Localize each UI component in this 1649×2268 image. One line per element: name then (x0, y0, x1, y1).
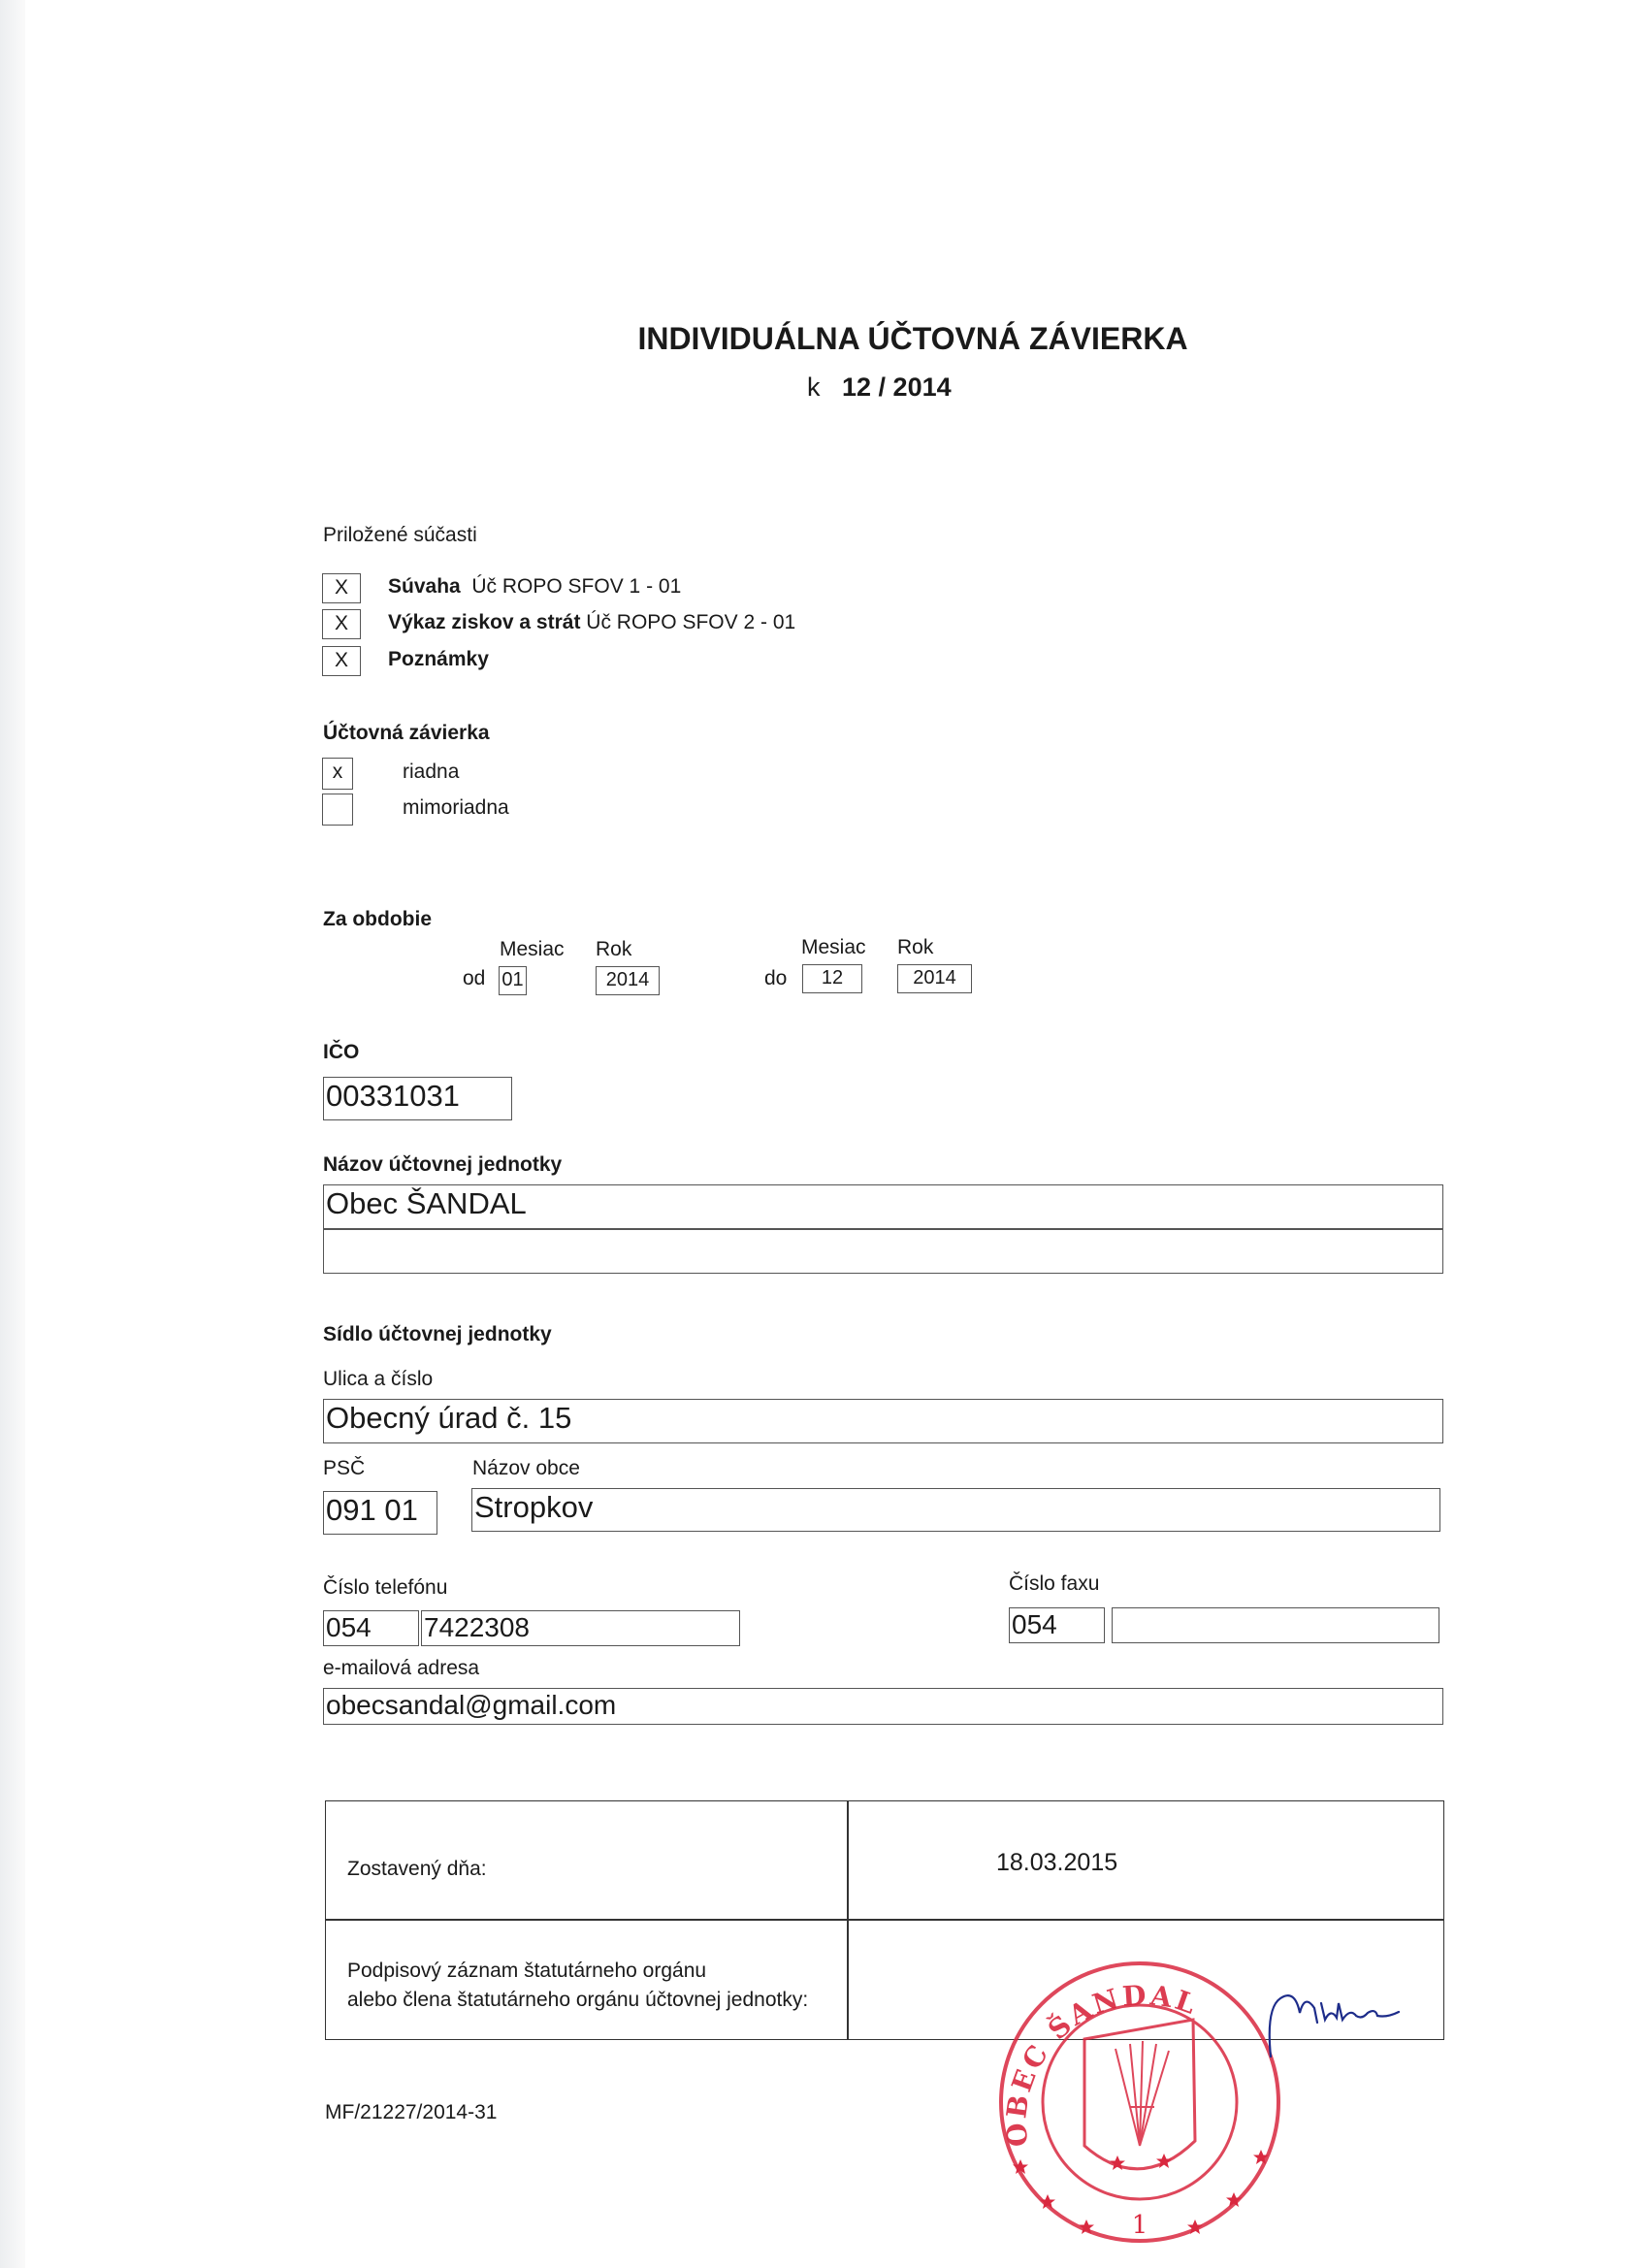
email-label: e-mailová adresa (323, 1657, 480, 1679)
from-year-field[interactable]: 2014 (596, 966, 660, 995)
attachments-label: Priložené súčasti (323, 524, 477, 546)
svg-text:OBEC ŠANDAL (1000, 1979, 1203, 2148)
form-code: MF/21227/2014-31 (325, 2101, 498, 2123)
entity-name-label: Názov účtovnej jednotky (323, 1153, 563, 1176)
attachment-code: Úč ROPO SFOV 2 - 01 (586, 611, 796, 633)
period-value: 12 / 2014 (842, 373, 952, 402)
closing-label: Účtovná závierka (323, 722, 490, 744)
fax-label: Číslo faxu (1009, 1572, 1100, 1595)
sign-label-1: Podpisový záznam štatutárneho orgánu (347, 1960, 707, 1982)
period-heading (807, 373, 952, 403)
option-riadna: riadna (403, 761, 460, 783)
zip-field[interactable]: 091 01 (323, 1491, 437, 1535)
from-label: od (463, 967, 486, 989)
phone-prefix-field[interactable]: 054 (323, 1610, 419, 1646)
period-prefix: k (807, 373, 821, 402)
stamp-text: OBEC ŠANDAL (1000, 1978, 1203, 2149)
to-label: do (764, 967, 788, 989)
entity-name-field-2[interactable] (323, 1229, 1443, 1274)
official-stamp (989, 1952, 1290, 2252)
street-label: Ulica a číslo (323, 1368, 434, 1390)
address-label: Sídlo účtovnej jednotky (323, 1323, 552, 1345)
to-month-label: Mesiac (801, 936, 866, 958)
from-year-label: Rok (596, 938, 632, 960)
phone-label: Číslo telefónu (323, 1576, 448, 1599)
attachment-name: Súvaha (388, 575, 461, 598)
attachment-code: Úč ROPO SFOV 1 - 01 (471, 575, 682, 598)
fax-number-field[interactable] (1112, 1607, 1439, 1643)
checkbox-riadna[interactable]: x (322, 758, 353, 790)
compiled-date: 18.03.2015 (996, 1849, 1118, 1876)
city-field[interactable]: Stropkov (471, 1488, 1440, 1532)
to-month-field[interactable]: 12 (802, 964, 862, 993)
street-field[interactable]: Obecný úrad č. 15 (323, 1399, 1443, 1443)
table-row-divider (325, 1919, 1444, 1921)
city-label: Názov obce (472, 1457, 580, 1479)
to-year-field[interactable]: 2014 (897, 964, 972, 993)
ico-label: IČO (323, 1041, 360, 1063)
stamp-number: 1 (1131, 2211, 1148, 2240)
entity-name-field-1[interactable]: Obec ŠANDAL (323, 1184, 1443, 1229)
checkbox-poznamky[interactable]: X (322, 646, 361, 676)
compiled-label: Zostavený dňa: (347, 1858, 487, 1880)
fax-prefix-field[interactable]: 054 (1009, 1607, 1105, 1643)
handwritten-signature (1261, 1969, 1416, 2066)
table-col-divider (847, 1800, 849, 2040)
zip-label: PSČ (323, 1457, 366, 1479)
email-field[interactable]: obecsandal@gmail.com (323, 1688, 1443, 1725)
attachment-poznamky: Poznámky (388, 648, 489, 670)
from-month-label: Mesiac (500, 938, 565, 960)
ico-field[interactable]: 00331031 (323, 1077, 512, 1120)
to-year-label: Rok (897, 936, 934, 958)
checkbox-vykaz[interactable]: X (322, 609, 361, 639)
option-mimoriadna: mimoriadna (403, 796, 509, 819)
document-title: INDIVIDUÁLNA ÚČTOVNÁ ZÁVIERKA (637, 321, 1188, 356)
period-label: Za obdobie (323, 908, 432, 930)
checkbox-mimoriadna[interactable] (322, 794, 353, 826)
sign-label-2: alebo člena štatutárneho orgánu účtovnej jednotky: (347, 1989, 809, 2011)
from-month-field[interactable]: 01 (499, 966, 527, 995)
attachment-suvaha (388, 575, 681, 599)
attachment-name: Výkaz ziskov a strát (388, 611, 581, 633)
phone-number-field[interactable]: 7422308 (421, 1610, 740, 1646)
checkbox-suvaha[interactable]: X (322, 573, 361, 603)
attachment-vykaz (388, 611, 795, 634)
